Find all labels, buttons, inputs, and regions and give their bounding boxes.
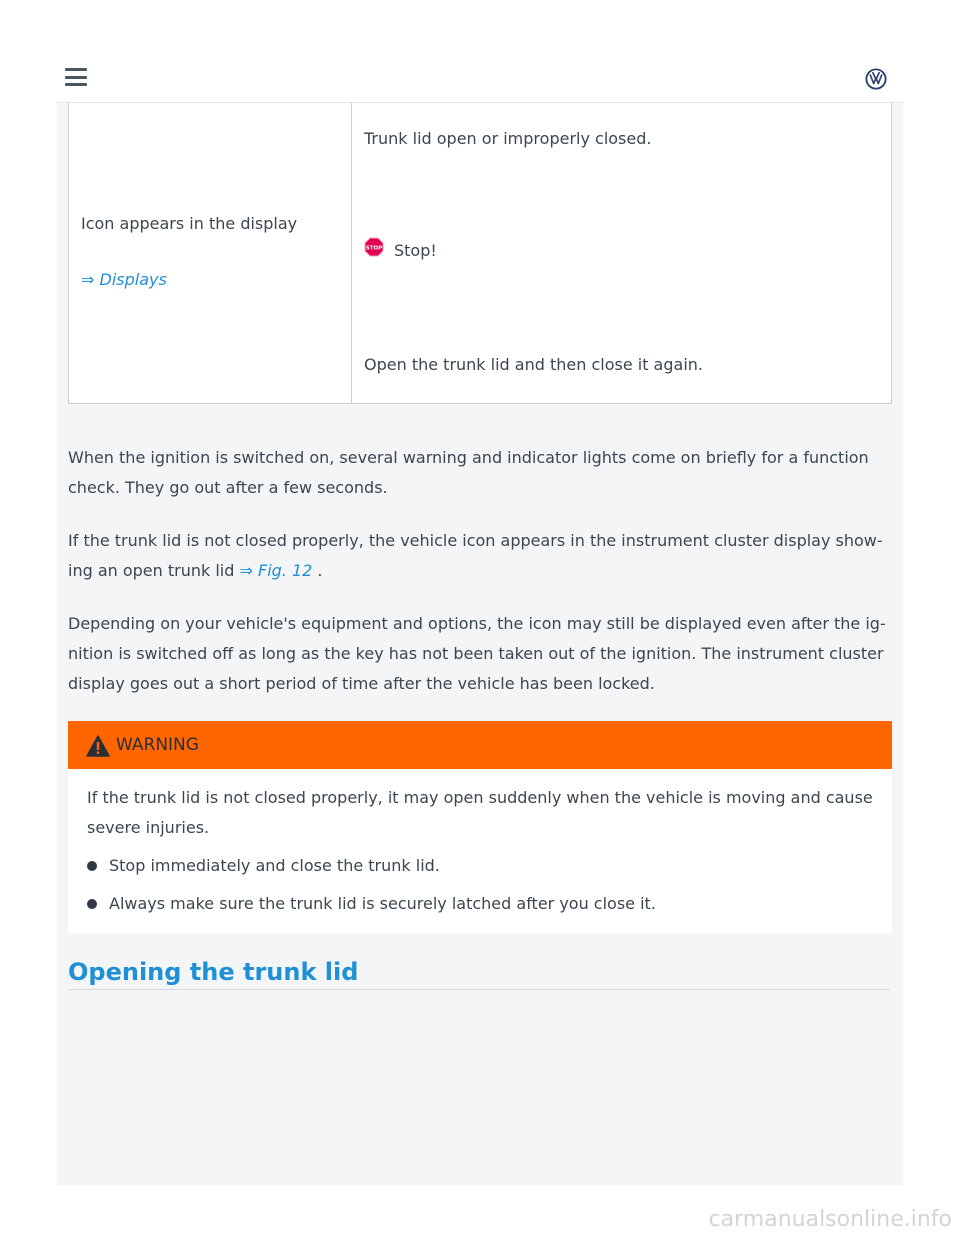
paragraph-line: check. They go out after a few seconds. <box>68 478 388 497</box>
table-cell-condition <box>69 103 352 403</box>
warning-bullet <box>87 851 873 881</box>
hamburger-menu-icon[interactable] <box>65 68 87 86</box>
warning-box <box>68 721 892 933</box>
paragraph-line: If the trunk lid is not closed properly, the vehicle icon appears in the instrument cluster display show- <box>68 531 883 550</box>
icon-appears-label: Icon appears in the display <box>81 214 298 233</box>
warning-body <box>68 769 892 919</box>
paragraph-line: display goes out a short period of time after the vehicle has been locked. <box>68 674 655 693</box>
paragraph-trunk-icon <box>68 526 890 586</box>
trunk-status-text: Trunk lid open or improperly closed. <box>364 129 652 148</box>
paragraph-line: When the ignition is switched on, several warning and indicator lights come on briefly for a function <box>68 448 869 467</box>
displays-link[interactable]: ⇒ Displays <box>81 270 167 289</box>
fig-12-link[interactable]: ⇒ Fig. 12 <box>239 561 313 580</box>
top-bar <box>57 52 903 103</box>
vw-logo-icon[interactable] <box>865 68 887 90</box>
warning-line: If the trunk lid is not closed properly, it may open suddenly when the vehicle is moving and cause <box>87 788 873 807</box>
stop-sign-icon <box>364 237 384 257</box>
section-heading: Opening the trunk lid <box>68 955 890 990</box>
stop-label: Stop! <box>394 241 437 260</box>
bullet-dot-icon <box>87 899 97 909</box>
warning-line: severe injuries. <box>87 818 210 837</box>
warning-header <box>68 721 892 769</box>
manual-content <box>57 103 903 1185</box>
bullet-text: Stop immediately and close the trunk lid. <box>109 856 440 875</box>
paragraph-equipment <box>68 609 890 699</box>
paragraph-function-check <box>68 443 890 503</box>
watermark: carmanualsonline.info <box>708 1207 952 1232</box>
bullet-text: Always make sure the trunk lid is securely latched after you close it. <box>109 894 656 913</box>
indicator-table <box>68 103 892 404</box>
action-text: Open the trunk lid and then close it again. <box>364 355 703 374</box>
warning-triangle-icon <box>86 735 110 757</box>
paragraph-period: . <box>317 561 323 580</box>
bullet-dot-icon <box>87 861 97 871</box>
warning-title: WARNING <box>116 735 199 755</box>
paragraph-line: Depending on your vehicle's equipment and options, the icon may still be displayed even after the ig- <box>68 614 886 633</box>
warning-bullet <box>87 889 873 919</box>
table-cell-meaning <box>352 103 891 403</box>
warning-text <box>87 769 873 843</box>
stop-icon-label: STOP <box>365 245 383 252</box>
paragraph-line: ing an open trunk lid <box>68 561 235 580</box>
paragraph-line: nition is switched off as long as the key has not been taken out of the ignition. The instrument cluster <box>68 644 884 663</box>
